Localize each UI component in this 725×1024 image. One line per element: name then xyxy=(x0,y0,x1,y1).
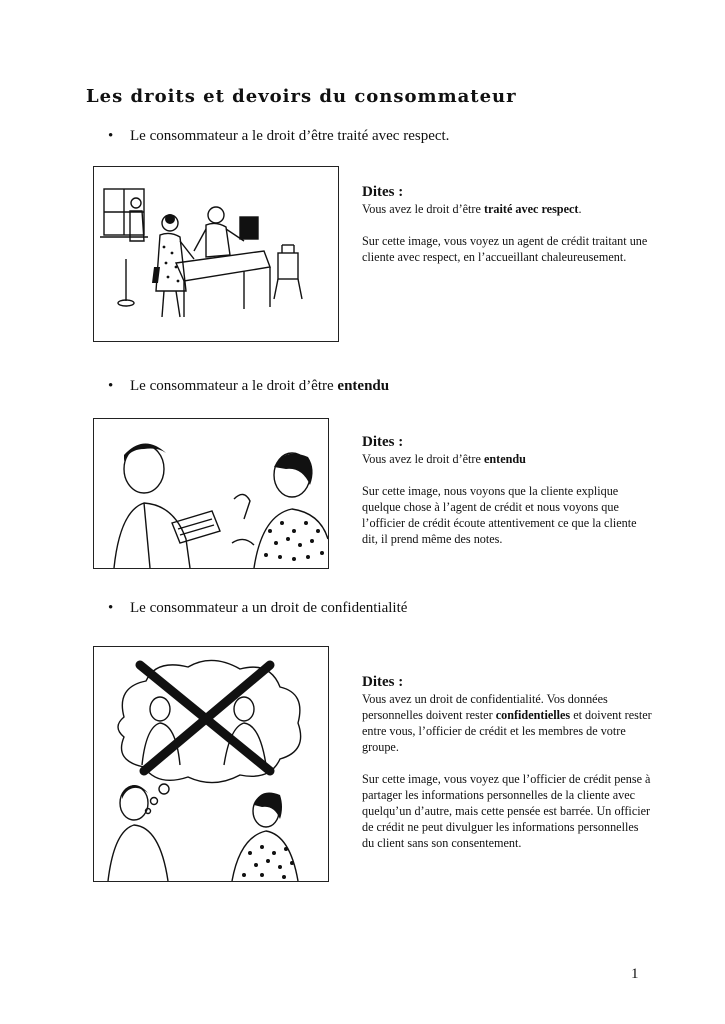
entendu-line1-bold: entendu xyxy=(483,452,526,466)
respect-line1-suffix: . xyxy=(578,202,582,216)
entendu-para2: Sur cette image, nous voyons que la cliente explique quelque chose à l’agent de crédit et nous voyons que l’officier de crédit écoute attentivement ce que la cliente dit, il prend même des notes. xyxy=(362,484,637,546)
entendu-line1 xyxy=(362,451,652,467)
bullet-text: Le consommateur a le droit d’être traité avec respect. xyxy=(130,128,450,144)
bullet-respect xyxy=(108,128,449,145)
text-entendu xyxy=(362,434,652,563)
confidentialite-line1 xyxy=(362,691,652,755)
dites-heading: Dites : xyxy=(362,674,404,690)
bullet-dot-icon: • xyxy=(108,128,114,144)
page-title: Les droits et devoirs du consommateur xyxy=(86,86,517,107)
bullet-text: Le consommateur a le droit d’être xyxy=(130,378,338,394)
text-respect xyxy=(362,184,652,281)
illustration-entendu xyxy=(93,418,329,569)
confidentialite-line1-text: Vous avez un droit de confidentialité. Vos données personnelles doivent rester xyxy=(362,692,608,722)
bullet-entendu xyxy=(108,378,389,395)
bullet-dot-icon: • xyxy=(108,600,114,616)
bullet-text: Le consommateur a un droit de confidentialité xyxy=(130,600,408,616)
confidentialite-para2: Sur cette image, vous voyez que l’officier de crédit pense à partager les informations personnelles de la cliente avec quelqu’un d’autre, mais cette pensée est barrée. Un officier de crédit ne peut divulguer les informations personnelles du client sans son consentement. xyxy=(362,772,651,850)
page-number: 1 xyxy=(631,966,639,982)
respect-para2: Sur cette image, vous voyez un agent de crédit traitant une cliente avec respect, en l’accueillant chaleureusement. xyxy=(362,234,648,264)
entendu-line1-text: Vous avez le droit d’être xyxy=(362,452,484,466)
conversation-illustration xyxy=(94,419,328,568)
bullet-dot-icon: • xyxy=(108,378,114,394)
dites-heading: Dites : xyxy=(362,184,404,200)
office-welcome-illustration xyxy=(94,167,338,341)
bullet-text-bold: entendu xyxy=(337,378,390,394)
illustration-respect xyxy=(93,166,339,342)
illustration-confidentialite xyxy=(93,646,329,882)
bullet-confidentialite xyxy=(108,600,407,617)
respect-line1-bold: traité avec respect xyxy=(483,202,579,216)
text-confidentialite xyxy=(362,674,652,867)
respect-line1 xyxy=(362,201,652,217)
confidentialite-line1-bold: confidentielles xyxy=(495,708,571,722)
confidentialite-line1-suffix: et doivent rester entre vous, l’officier de crédit et les membres de votre groupe. xyxy=(362,708,652,754)
respect-line1-text: Vous avez le droit d’être xyxy=(362,202,484,216)
crossed-thought-illustration xyxy=(94,647,328,881)
dites-heading: Dites : xyxy=(362,434,404,450)
